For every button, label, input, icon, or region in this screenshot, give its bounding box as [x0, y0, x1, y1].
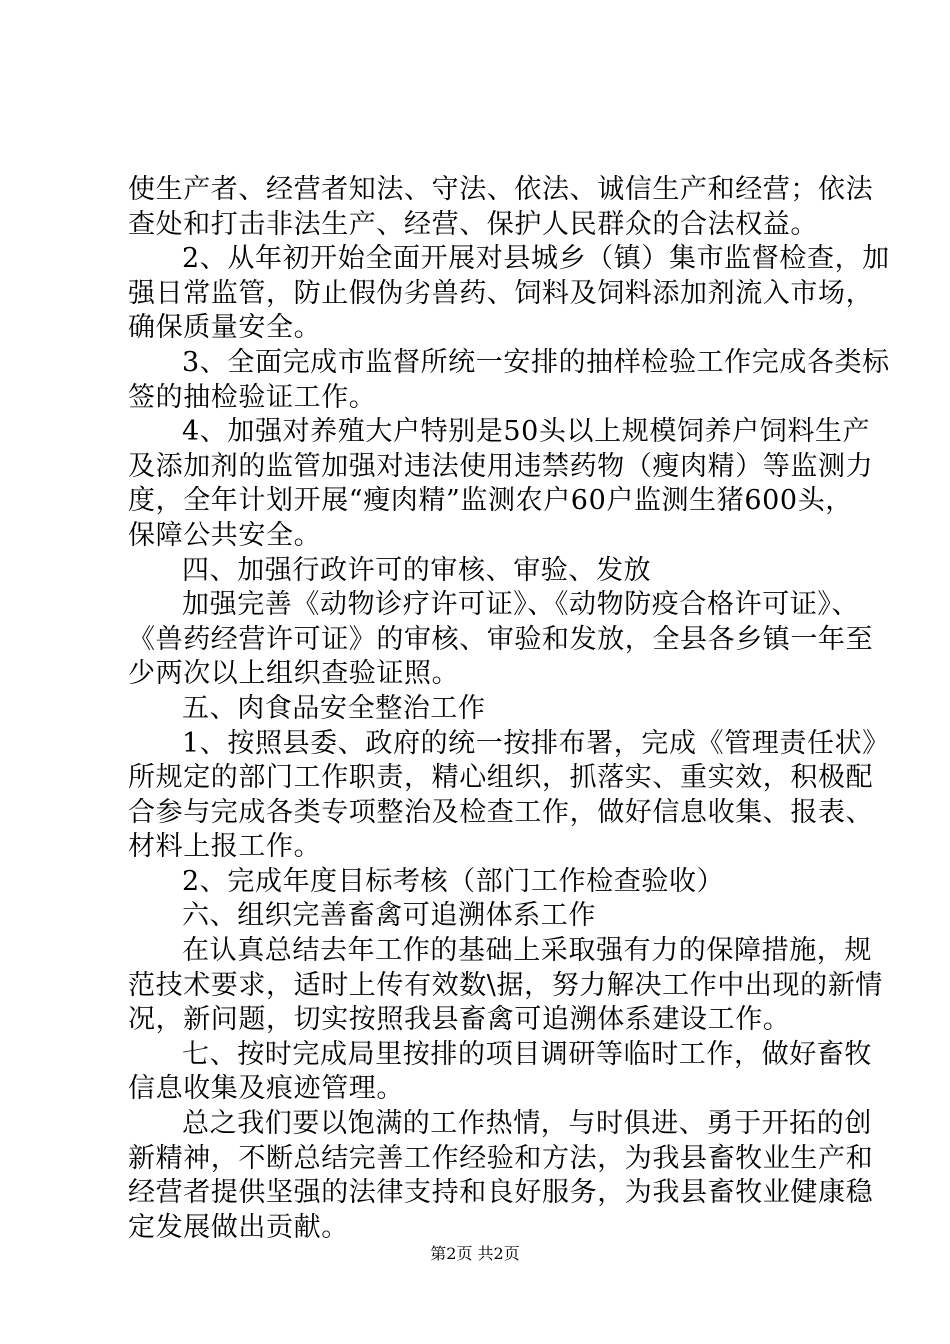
text-line: 四、加强行政许可的审核、审验、发放 — [182, 554, 652, 586]
text-line: 所规定的部门工作职责，精心组织，抓落实、重实效，积极配 — [128, 762, 874, 794]
text-line: 保障公共安全。 — [128, 519, 322, 551]
text-line: 在认真总结去年工作的基础上采取强有力的保障措施，规 — [182, 935, 872, 967]
text-line: 定发展做出贡献。 — [128, 1211, 349, 1243]
text-line: 使生产者、经营者知法、守法、依法、诚信生产和经营；依法 — [128, 174, 874, 205]
text-line: 范技术要求，适时上传有效数\据，努力解决工作中出现的新情 — [128, 969, 883, 1001]
text-line: 新精神，不断总结完善工作经验和方法，为我县畜牧业生产和 — [128, 1142, 874, 1174]
text-line: 1、按照县委、政府的统一按排布署，完成《管理责任状》 — [182, 727, 890, 759]
text-line: 2、从年初开始全面开展对县城乡（镇）集市监督检查，加 — [182, 243, 890, 275]
text-line: 信息收集及痕迹管理。 — [128, 1073, 404, 1105]
text-line: 少两次以上组织查验证照。 — [128, 658, 460, 690]
text-line: 度，全年计划开展“瘦肉精”监测农户60户监测生猪600头， — [128, 485, 853, 517]
text-line: 况，新问题，切实按照我县畜禽可追溯体系建设工作。 — [128, 1004, 791, 1036]
text-line: 材料上报工作。 — [128, 831, 322, 863]
page-footer: 第2页 共2页 — [430, 1244, 520, 1263]
text-line: 七、按时完成局里按排的项目调研等临时工作，做好畜牧 — [182, 1038, 872, 1070]
text-line: 经营者提供坚强的法律支持和良好服务，为我县畜牧业健康稳 — [128, 1177, 874, 1209]
document-body — [128, 173, 890, 1245]
text-line: 确保质量安全。 — [128, 312, 322, 344]
text-line: 查处和打击非法生产、经营、保护人民群众的合法权益。 — [128, 208, 818, 240]
text-line: 2、完成年度目标考核（部门工作检查验收） — [182, 865, 725, 897]
text-line: 加强完善《动物诊疗许可证》、《动物防疫合格许可证》、 — [182, 589, 860, 621]
text-line: 3、全面完成市监督所统一安排的抽样检验工作完成各类标 — [182, 346, 890, 378]
text-line: 签的抽检验证工作。 — [128, 381, 377, 413]
text-line: 合参与完成各类专项整治及检查工作，做好信息收集、报表、 — [128, 796, 874, 828]
text-line: 强日常监管，防止假伪劣兽药、饲料及饲料添加剂流入市场， — [128, 277, 874, 309]
text-line: 总之我们要以饱满的工作热情，与时俱进、勇于开拓的创 — [182, 1108, 872, 1140]
text-line: 《兽药经营许可证》的审核、审验和发放，全县各乡镇一年至 — [128, 623, 874, 655]
text-line: 六、组织完善畜禽可追溯体系工作 — [182, 900, 596, 932]
text-line: 五、肉食品安全整治工作 — [182, 692, 486, 724]
text-line: 及添加剂的监管加强对违法使用违禁药物（瘦肉精）等监测力 — [128, 450, 874, 482]
text-line: 4、加强对养殖大户特别是50头以上规模饲养户饲料生产 — [182, 416, 871, 448]
